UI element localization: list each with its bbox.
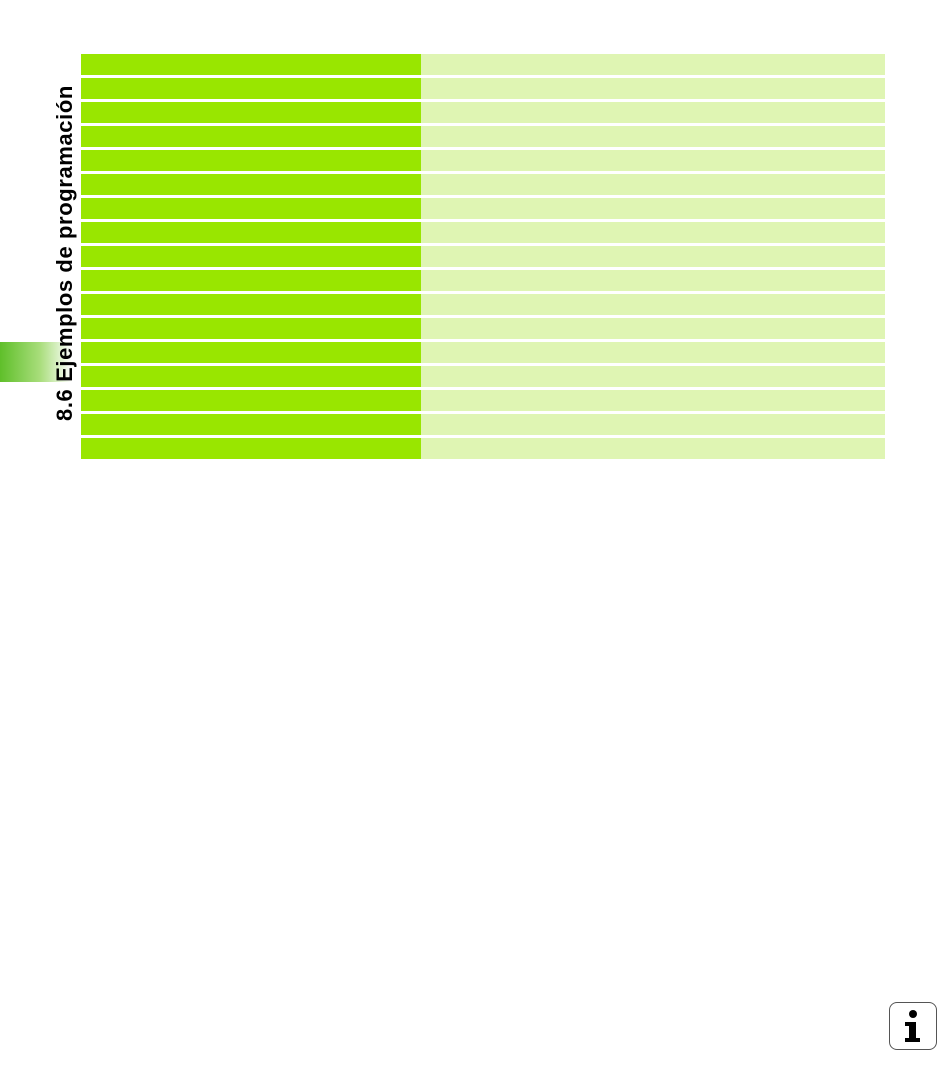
description-cell [421, 150, 885, 171]
description-cell [421, 198, 885, 219]
description-cell [421, 390, 885, 411]
table-row [81, 270, 885, 291]
description-cell [421, 294, 885, 315]
program-table [81, 54, 885, 459]
description-cell [421, 174, 885, 195]
code-cell [81, 150, 421, 171]
code-cell [81, 414, 421, 435]
code-cell [81, 390, 421, 411]
description-cell [421, 78, 885, 99]
table-row [81, 414, 885, 435]
table-row [81, 342, 885, 363]
table-row [81, 438, 885, 459]
code-cell [81, 270, 421, 291]
table-row [81, 246, 885, 267]
description-cell [421, 102, 885, 123]
code-cell [81, 294, 421, 315]
code-cell [81, 318, 421, 339]
code-cell [81, 438, 421, 459]
description-cell [421, 246, 885, 267]
description-cell [421, 342, 885, 363]
table-row [81, 222, 885, 243]
info-icon [898, 1009, 928, 1043]
table-row [81, 78, 885, 99]
code-cell [81, 174, 421, 195]
table-row [81, 366, 885, 387]
description-cell [421, 438, 885, 459]
code-cell [81, 54, 421, 75]
table-row [81, 294, 885, 315]
table-row [81, 102, 885, 123]
description-cell [421, 366, 885, 387]
code-cell [81, 198, 421, 219]
table-row [81, 150, 885, 171]
code-cell [81, 78, 421, 99]
code-cell [81, 222, 421, 243]
description-cell [421, 318, 885, 339]
code-cell [81, 246, 421, 267]
table-row [81, 198, 885, 219]
table-row [81, 54, 885, 75]
description-cell [421, 222, 885, 243]
code-cell [81, 366, 421, 387]
section-title: 8.6 Ejemplos de programación [52, 85, 77, 421]
table-row [81, 318, 885, 339]
table-row [81, 174, 885, 195]
description-cell [421, 270, 885, 291]
code-cell [81, 126, 421, 147]
table-row [81, 126, 885, 147]
info-button[interactable] [889, 1002, 937, 1050]
code-cell [81, 342, 421, 363]
description-cell [421, 414, 885, 435]
table-row [81, 390, 885, 411]
description-cell [421, 126, 885, 147]
description-cell [421, 54, 885, 75]
code-cell [81, 102, 421, 123]
